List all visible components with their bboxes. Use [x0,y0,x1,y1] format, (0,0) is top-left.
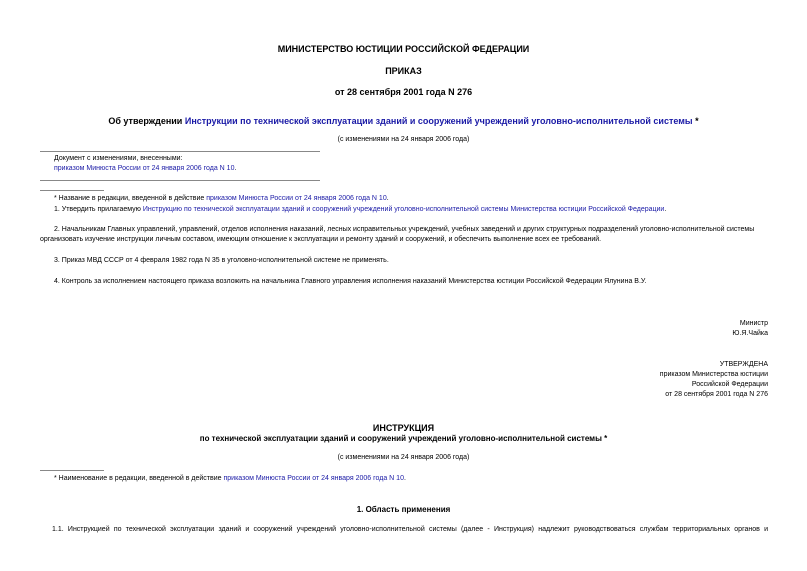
approval-line-4: от 28 сентября 2001 года N 276 [665,391,768,398]
divider [40,180,320,181]
section-1-title: 1. Область применения [356,505,451,514]
instruction-changes-note: (с изменениями на 24 января 2006 года) [337,454,470,461]
footnote-separator [40,470,104,471]
paragraph-1 [54,206,666,213]
period: . [664,206,667,213]
order-heading: ПРИКАЗ [385,66,422,76]
order-title [0,116,807,126]
footnote-order-link[interactable]: приказом Минюста России от 24 января 2006 года N 10 [206,195,387,202]
instruction-link[interactable]: Инструкцию по технической эксплуатации зданий и сооружений учреждений уголовно-исполнительной системы Министерства юстиции Российской Федерации [142,206,665,213]
divider [40,151,320,152]
instruction-title-link[interactable]: Инструкции по технической эксплуатации зданий и сооружений учреждений уголовно-исполнительной системы [184,116,693,126]
approval-line-3: Российской Федерации [691,381,768,388]
amend-box-entry [54,165,236,172]
signature-position: Министр [739,320,768,327]
footnote-name [54,475,406,482]
paragraph-3: 3. Приказ МВД СССР от 4 февраля 1982 года N 35 в уголовно-исполнительной системе не применять. [54,257,389,264]
approval-line-2: приказом Министерства юстиции [659,371,768,378]
order-title-star: * [692,116,699,126]
ministry-heading: МИНИСТЕРСТВО ЮСТИЦИИ РОССИЙСКОЙ ФЕДЕРАЦИИ [277,44,530,54]
footnote-name-prefix: * Наименование в редакции, введенной в действие [54,475,224,482]
paragraph-4: 4. Контроль за исполнением настоящего приказа возложить на начальника Главного управления исполнения наказаний Министерства юстиции Российской Федерации Ялунина В.У. [54,278,647,285]
section-1-paragraph: 1.1. Инструкцией по технической эксплуатации зданий и сооружений учреждений уголовно-исполнительной системы (далее - Инструкция) надлежит руководствоваться службам территориальных органов и [52,526,768,533]
paragraph-2-line-1: 2. Начальникам Главных управлений, управлений, отделов исполнения наказаний, лесных исправительных учреждений, учебных заведений и других структурных подразделений уголовно-исполнительной системы [54,226,755,233]
paragraph-2-line-2: организовать изучение инструкции личным составом, имеющим отношение к эксплуатации и ремонту зданий и сооружений, и обеспечить выполнение всех ее требований. [40,236,602,243]
changes-note: (с изменениями на 24 января 2006 года) [337,136,470,143]
footnote-prefix: * Название в редакции, введенной в действие [54,195,207,202]
period: . [234,165,237,172]
amend-box-label: Документ с изменениями, внесенными: [54,155,183,162]
order-title-prefix: Об утверждении [108,116,185,126]
instruction-subtitle: по технической эксплуатации зданий и сооружений учреждений уголовно-исполнительной системы * [199,434,608,443]
amend-order-link[interactable]: приказом Минюста России от 24 января 2006 года N 10 [54,165,235,172]
footnote-separator [40,190,104,191]
period: . [403,475,406,482]
paragraph-1-prefix: 1. Утвердить прилагаемую [54,206,143,213]
approval-line-1: УТВЕРЖДЕНА [719,361,768,368]
order-date: от 28 сентября 2001 года N 276 [334,87,473,97]
period: . [386,195,389,202]
footnote-title [54,195,389,202]
signature-name: Ю.Я.Чайка [732,330,768,337]
footnote-name-order-link[interactable]: приказом Минюста России от 24 января 2006 года N 10 [223,475,404,482]
instruction-heading: ИНСТРУКЦИЯ [372,423,435,433]
